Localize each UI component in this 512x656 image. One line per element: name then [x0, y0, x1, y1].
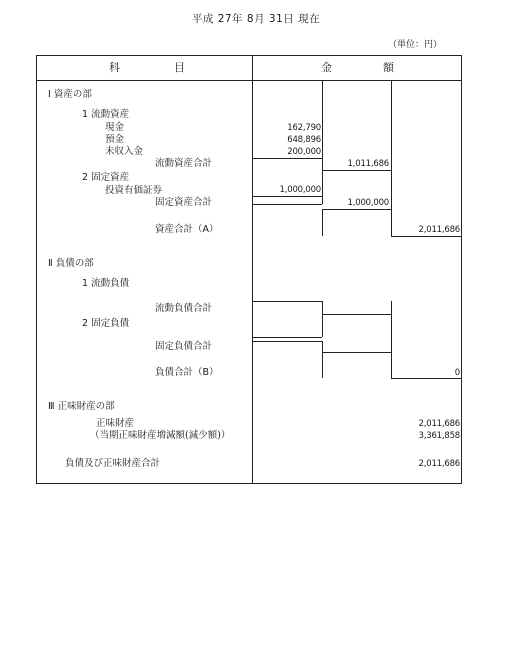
subtotal-line: [252, 196, 322, 197]
column-divider-amount-1: [322, 341, 323, 378]
subtotal-line: [322, 209, 391, 210]
assets-total-value: 2,011,686: [418, 225, 460, 235]
grand-total-value: 2,011,686: [418, 459, 460, 469]
unit-label: （単位：円）: [388, 40, 443, 50]
current-assets-total-value: 1,011,686: [347, 159, 389, 169]
subtotal-line: [322, 352, 391, 353]
column-divider-amount-1: [322, 209, 323, 236]
column-divider-amount-1: [322, 301, 323, 337]
deposit-label: 預金: [105, 134, 125, 145]
liabilities-section-title: Ⅱ 負債の部: [48, 258, 94, 269]
column-divider-amount-2: [391, 80, 392, 237]
receivable-value: 200,000: [287, 147, 321, 157]
subtotal-line: [322, 170, 391, 171]
fixed-assets-total-label: 固定資産合計: [155, 197, 213, 208]
investment-value: 1,000,000: [279, 185, 321, 195]
assets-section-title: Ⅰ 資産の部: [48, 89, 92, 100]
current-liabilities-total-label: 流動負債合計: [155, 303, 213, 314]
subtotal-line: [252, 337, 322, 338]
receivable-label: 未収入金: [105, 146, 144, 157]
report-date: 平成 27年 8月 31日 現在: [191, 13, 321, 25]
net-assets-section-title: Ⅲ 正味財産の部: [48, 401, 115, 412]
column-divider-main: [252, 55, 253, 484]
net-assets-change-label: （当期正味財産増減額(減少額)）: [90, 430, 231, 441]
assets-total-label: 資産合計（A）: [155, 224, 219, 235]
fixed-assets-total-value: 1,000,000: [347, 198, 389, 208]
subtotal-line: [391, 236, 462, 237]
cash-label: 現金: [105, 122, 125, 133]
deposit-value: 648,896: [287, 135, 321, 145]
column-divider-amount-2: [391, 301, 392, 378]
header-subject-char-1: 科: [109, 61, 120, 74]
liabilities-total-label: 負債合計（B）: [155, 367, 219, 378]
subtotal-line: [391, 378, 462, 379]
fixed-assets-title: 2 固定資産: [82, 172, 130, 183]
net-assets-change-value: 3,361,858: [418, 431, 460, 441]
subtotal-line: [252, 204, 322, 205]
current-assets-total-label: 流動資産合計: [155, 158, 213, 169]
liabilities-total-value: 0: [454, 368, 460, 378]
subtotal-line: [252, 301, 322, 302]
subtotal-line: [322, 314, 391, 315]
current-liabilities-title: 1 流動負債: [82, 278, 130, 289]
subtotal-line: [252, 341, 322, 342]
header-divider: [36, 80, 462, 81]
cash-value: 162,790: [287, 123, 321, 133]
header-subject-char-2: 目: [174, 61, 185, 74]
grand-total-label: 負債及び正味財産合計: [65, 458, 161, 469]
current-assets-title: 1 流動資産: [82, 109, 130, 120]
header-amount-char-1: 金: [321, 61, 332, 74]
header-amount-char-2: 額: [383, 61, 394, 74]
fixed-liabilities-title: 2 固定負債: [82, 318, 130, 329]
fixed-liabilities-total-label: 固定負債合計: [155, 341, 213, 352]
net-assets-label: 正味財産: [96, 418, 135, 429]
investment-label: 投資有価証券: [105, 185, 163, 196]
column-divider-amount-1: [322, 80, 323, 204]
net-assets-value: 2,011,686: [418, 419, 460, 429]
subtotal-line: [252, 158, 322, 159]
